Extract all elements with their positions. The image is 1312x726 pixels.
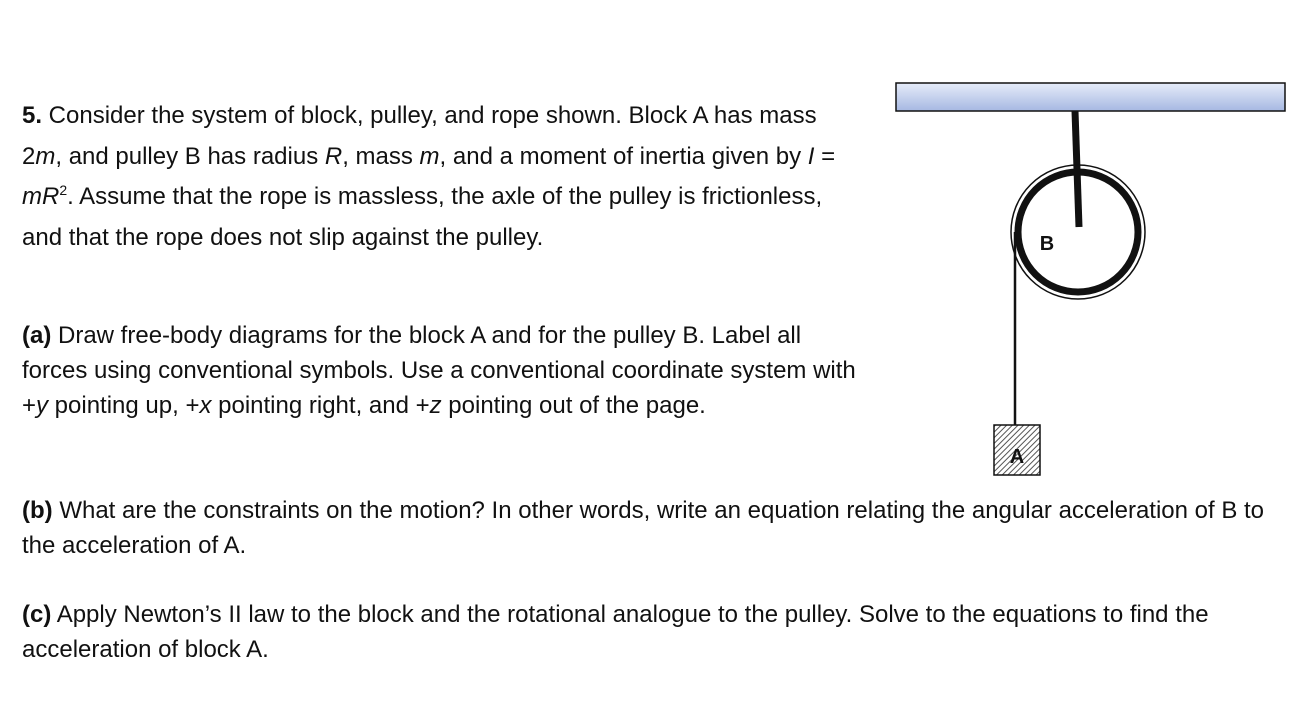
- part-b-text: What are the constraints on the motion? In other words, write an equation relating the angular acceleration of B to the acceleration of A.: [22, 497, 1265, 559]
- intro-text: , and a moment of inertia given by: [439, 142, 808, 170]
- pulley-label: B: [1039, 233, 1055, 255]
- part-a-text: pointing up, +: [48, 392, 200, 419]
- intro-text: =: [814, 142, 836, 170]
- part-c-label: (c): [22, 601, 52, 628]
- var-y: y: [36, 392, 49, 419]
- part-b-label: (b): [22, 497, 53, 524]
- var-m: m: [419, 142, 440, 170]
- problem-number: 5.: [22, 102, 43, 129]
- var-x: x: [199, 392, 212, 419]
- part-a-text: pointing right, and +: [211, 392, 430, 419]
- block-label: A: [1009, 446, 1025, 468]
- intro-text: , and pulley B has radius: [55, 142, 325, 170]
- var-R: R: [324, 142, 343, 170]
- var-mR: mR: [22, 183, 60, 210]
- var-I: I: [807, 142, 815, 170]
- part-a-label: (a): [22, 322, 52, 349]
- part-c-text: Apply Newton’s II law to the block and the rotational analogue to the pulley. Solve to the equations to find the acceleration of block A.: [22, 601, 1209, 663]
- intro-text: , mass: [342, 142, 420, 170]
- ceiling: [896, 83, 1285, 111]
- intro-text: . Assume that the rope is massless, the axle of the pulley is frictionless, and that the rope does not slip against the pulley.: [22, 183, 823, 251]
- var-z: z: [429, 392, 442, 419]
- intro-text: Consider the system of block, pulley, and rope shown. Block A has mass 2: [22, 102, 817, 170]
- exponent: 2: [59, 182, 68, 198]
- var-m: m: [35, 142, 56, 170]
- part-a-text: pointing out of the page.: [441, 392, 706, 419]
- part-a-text: Draw free-body diagrams for the block A and for the pulley B. Label all forces using conventional symbols. Use a conventional coordinate system with +: [22, 322, 856, 419]
